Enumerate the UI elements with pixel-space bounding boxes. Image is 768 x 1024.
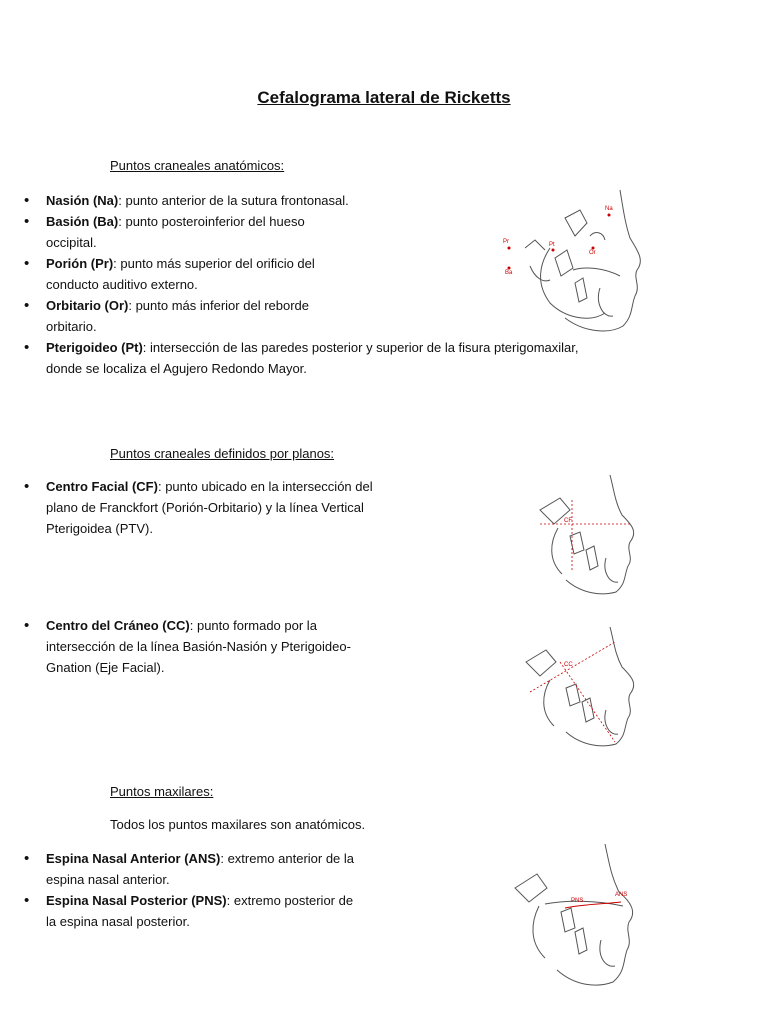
intro-maxilares: Todos los puntos maxilares son anatómicos. [110,817,366,832]
list-planos [0,476,380,678]
skull-drawing [495,188,650,338]
desc-centro-facial: : punto ubicado en la intersección del plano de Franckfort (Porión-Orbitario) y la línea Vertical Pterigoidea (PTV). [46,479,373,536]
list-item [0,295,350,337]
term-nasion: Nasión (Na) [46,193,119,208]
term-basion: Basión (Ba) [46,214,119,229]
desc-orbitario: : punto más inferior del reborde orbitario. [46,298,309,334]
section-heading-maxilares: Puntos maxilares: [110,784,214,799]
list-item [0,190,350,211]
figure-label: PNS [571,898,584,904]
skull-drawing [520,470,650,598]
cephalogram-figure-anatomicos [495,188,650,338]
term-orbitario: Orbitario (Or) [46,298,129,313]
figure-label: Or [589,250,596,256]
skull-drawing [505,840,650,990]
term-pterigoideo: Pterigoideo (Pt) [46,340,143,355]
desc-ans: : extremo anterior de la espina nasal anterior. [46,851,355,887]
list-item [0,253,350,295]
list-item [0,848,360,890]
term-porion: Porión (Pr) [46,256,114,271]
figure-label: ANS [615,892,628,898]
desc-basion: : punto posteroinferior del hueso occipital. [46,214,305,250]
figure-label: Na [605,206,613,212]
page-title: Cefalograma lateral de Ricketts [257,88,511,107]
list-item [0,337,586,379]
cephalogram-figure-maxilares [505,840,650,990]
list-item [0,615,380,678]
list-item [0,476,380,539]
section-heading-anatomicos: Puntos craneales anatómicos: [110,158,285,173]
cephalogram-figure-cc [520,622,650,750]
skull-drawing [520,622,650,750]
desc-pns: : extremo posterior de la espina nasal posterior. [46,893,354,929]
term-pns: Espina Nasal Posterior (PNS) [46,893,227,908]
term-ans: Espina Nasal Anterior (ANS) [46,851,221,866]
figure-label: Pr [503,239,509,245]
desc-porion: : punto más superior del orificio del conducto auditivo externo. [46,256,315,292]
list-maxilares [0,848,360,932]
figure-label: Ba [505,270,513,276]
list-item [0,211,350,253]
figure-label: Pt [549,242,555,248]
desc-nasion: : punto anterior de la sutura frontonasal. [118,193,349,208]
desc-centro-craneo: : punto formado por la intersección de la línea Basión-Nasión y Pterigoideo-Gnation (Eje Facial). [46,618,351,675]
list-anatomicos [0,190,579,379]
desc-pterigoideo: : intersección de las paredes posterior y superior de la fisura pterigomaxilar, donde se localiza el Agujero Redondo Mayor. [46,340,579,376]
figure-label: CC [564,662,573,668]
list-item [0,890,360,932]
term-centro-facial: Centro Facial (CF) [46,479,158,494]
cephalogram-figure-cf [520,470,650,598]
section-heading-planos: Puntos craneales definidos por planos: [110,446,335,461]
figure-label: CF [564,518,572,524]
term-centro-craneo: Centro del Cráneo (CC) [46,618,190,633]
